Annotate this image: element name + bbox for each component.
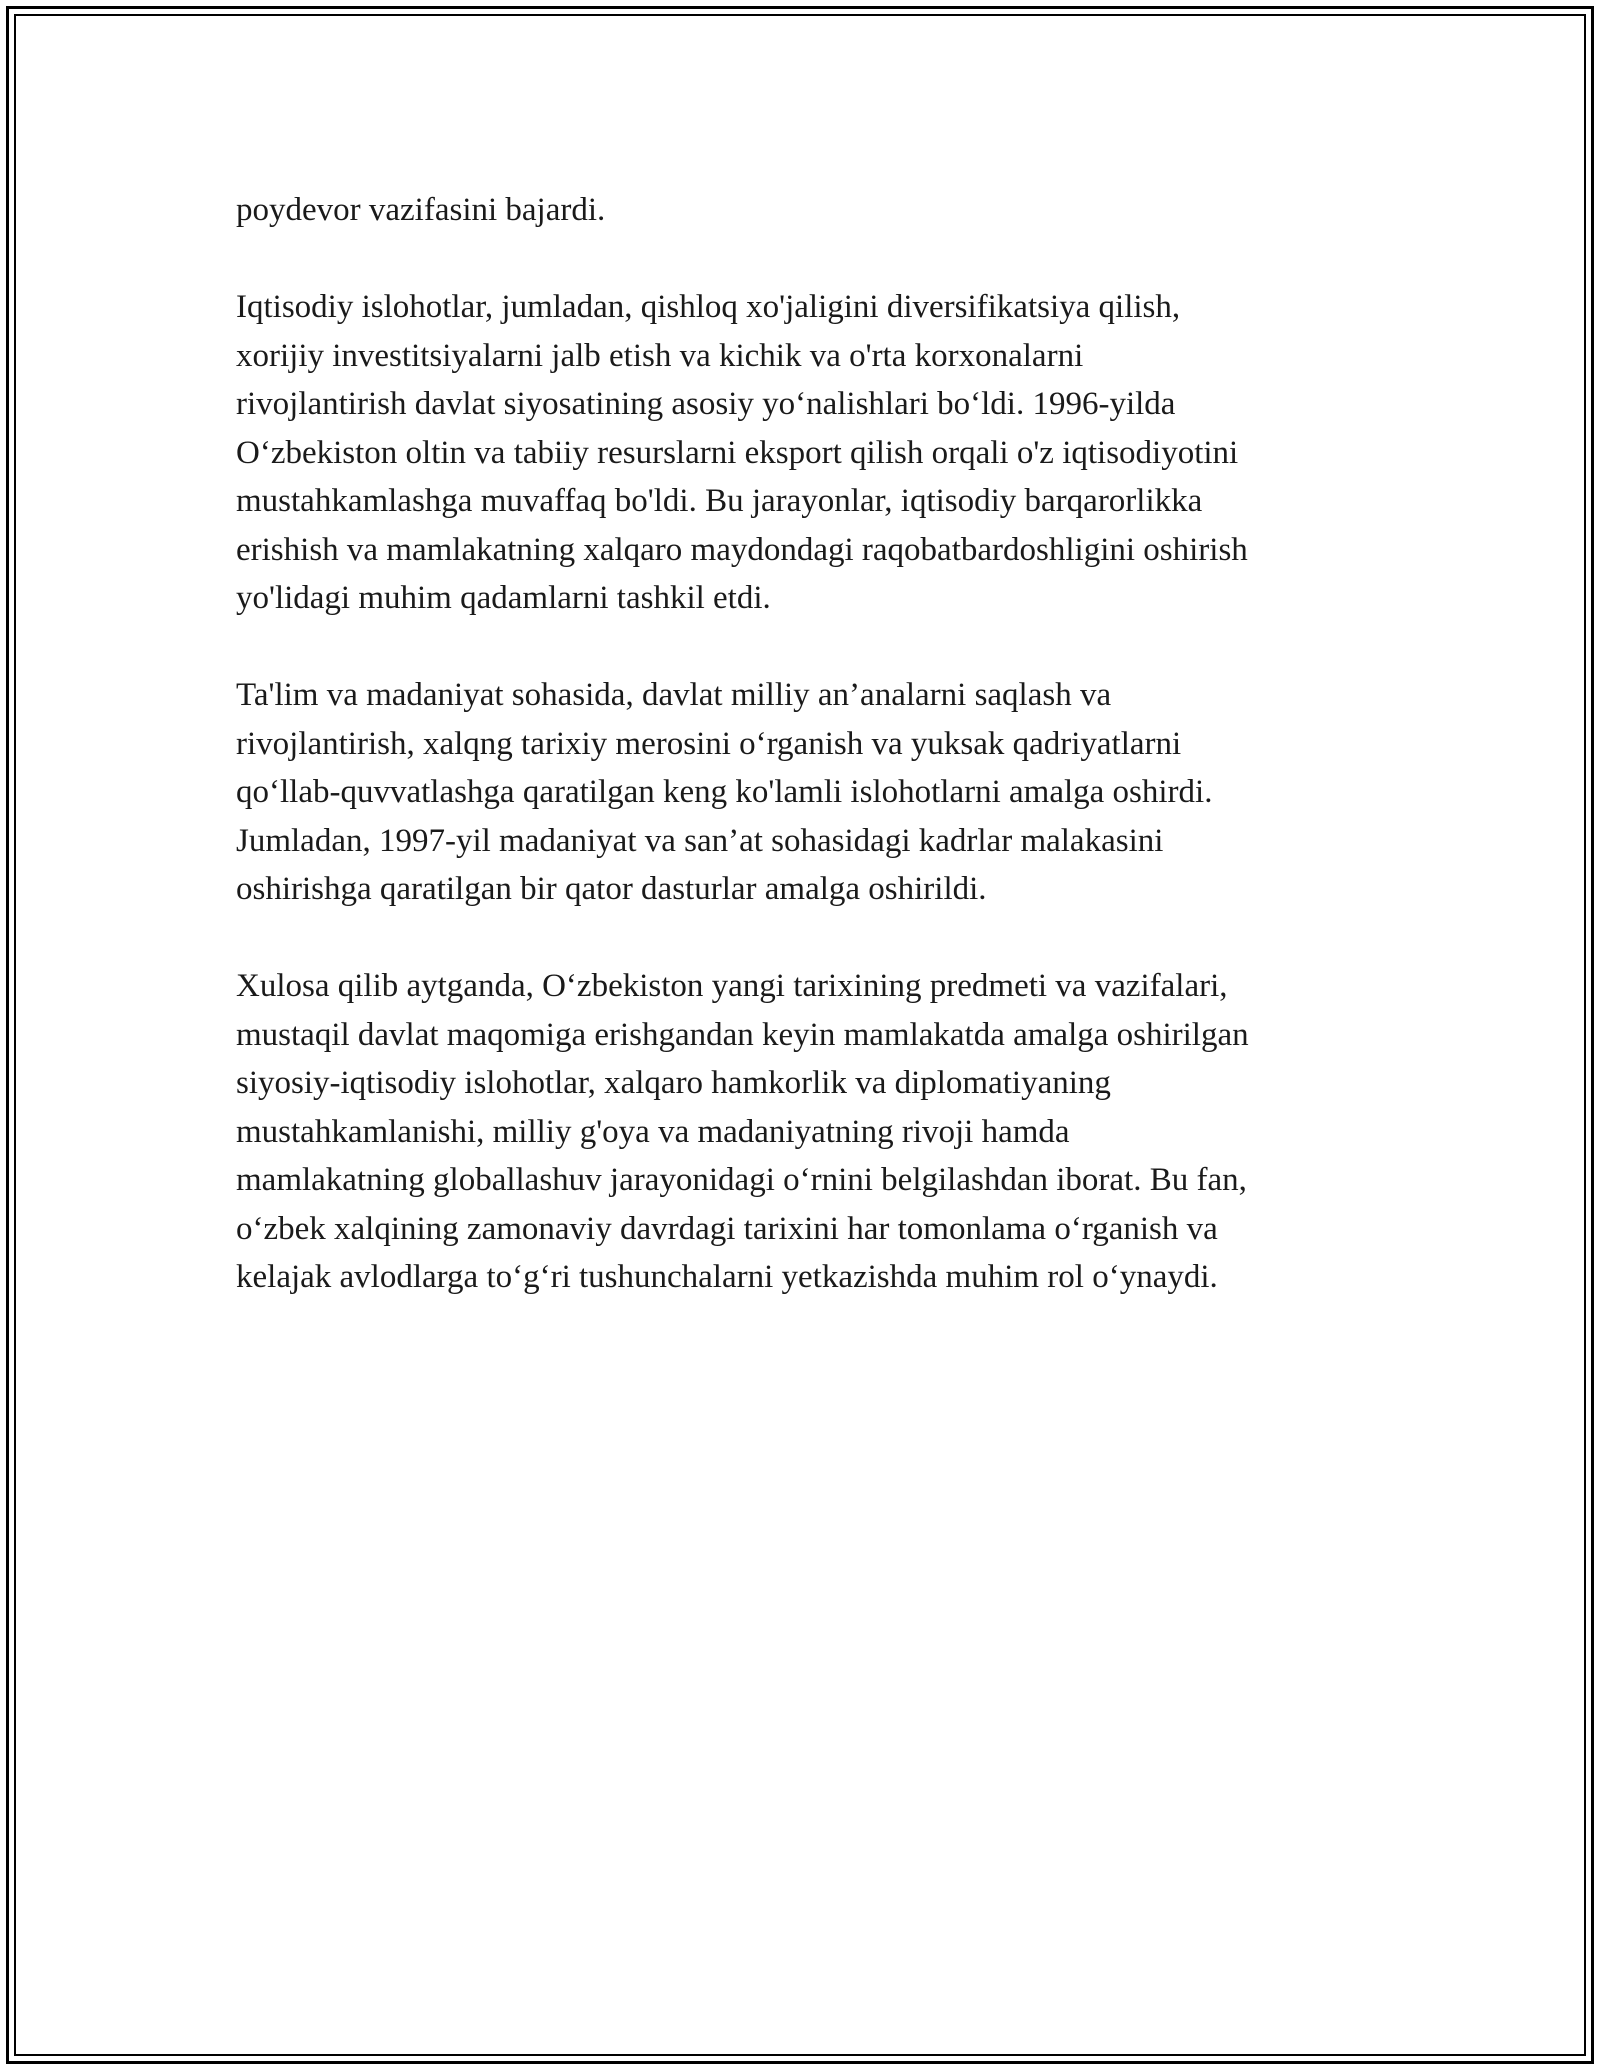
text-line: rivojlantirish, xalqng tarixiy merosini oʻrganish va yuksak qadriyatlarni: [236, 725, 1182, 762]
text-line: mustahkamlashga muvaffaq bo'ldi. Bu jarayonlar, iqtisodiy barqarorlikka: [236, 483, 1203, 519]
text-line: Ta'lim va madaniyat sohasida, davlat milliy an’analarni saqlash va: [236, 677, 1112, 713]
text-line: rivojlantirish davlat siyosatining asosiy yoʻnalishlari boʻldi. 1996-yilda: [236, 386, 1176, 422]
document-body: [236, 186, 1386, 1350]
paragraph-2: [236, 283, 1386, 623]
text-line: qoʻllab-quvvatlashga qaratilgan keng ko'lamli islohotlarni amalga oshirdi.: [236, 774, 1213, 810]
text-line: Iqtisodiy islohotlar, jumladan, qishloq xo'jaligini diversifikatsiya qilish,: [236, 289, 1181, 325]
text-line: erishish va mamlakatning xalqaro maydondagi raqobatbardoshligini oshirish: [236, 531, 1248, 568]
text-line: Xulosa qilib aytganda, Oʻzbekiston yangi tarixining predmeti va vazifalari,: [236, 968, 1228, 1004]
paragraph-4: [236, 962, 1386, 1302]
paragraph-1: [236, 186, 1386, 235]
text-line: oshirishga qaratilgan bir qator dasturlar amalga oshirildi.: [236, 871, 987, 907]
paragraph-3: [236, 671, 1386, 914]
text-line: Oʻzbekiston oltin va tabiiy resurslarni eksport qilish orqali o'z iqtisodiyotini: [236, 434, 1239, 471]
text-line: poydevor vazifasini bajardi.: [236, 192, 606, 228]
text-line: oʻzbek xalqining zamonaviy davrdagi tarixini har tomonlama oʻrganish va: [236, 1210, 1218, 1247]
text-line: yo'lidagi muhim qadamlarni tashkil etdi.: [236, 580, 771, 616]
text-line: mustahkamlanishi, milliy g'oya va madaniyatning rivoji hamda: [236, 1113, 1070, 1150]
text-line: Jumladan, 1997-yil madaniyat va san’at sohasidagi kadrlar malakasini: [236, 822, 1164, 859]
text-line: siyosiy-iqtisodiy islohotlar, xalqaro hamkorlik va diplomatiyaning: [236, 1065, 1111, 1101]
text-line: mustaqil davlat maqomiga erishgandan keyin mamlakatda amalga oshirilgan: [236, 1016, 1249, 1053]
text-line: mamlakatning globallashuv jarayonidagi oʻrnini belgilashdan iborat. Bu fan,: [236, 1162, 1247, 1198]
text-line: kelajak avlodlarga toʻgʻri tushunchalarni yetkazishda muhim rol oʻynaydi.: [236, 1259, 1218, 1295]
text-line: xorijiy investitsiyalarni jalb etish va kichik va o'rta korxonalarni: [236, 337, 1084, 374]
